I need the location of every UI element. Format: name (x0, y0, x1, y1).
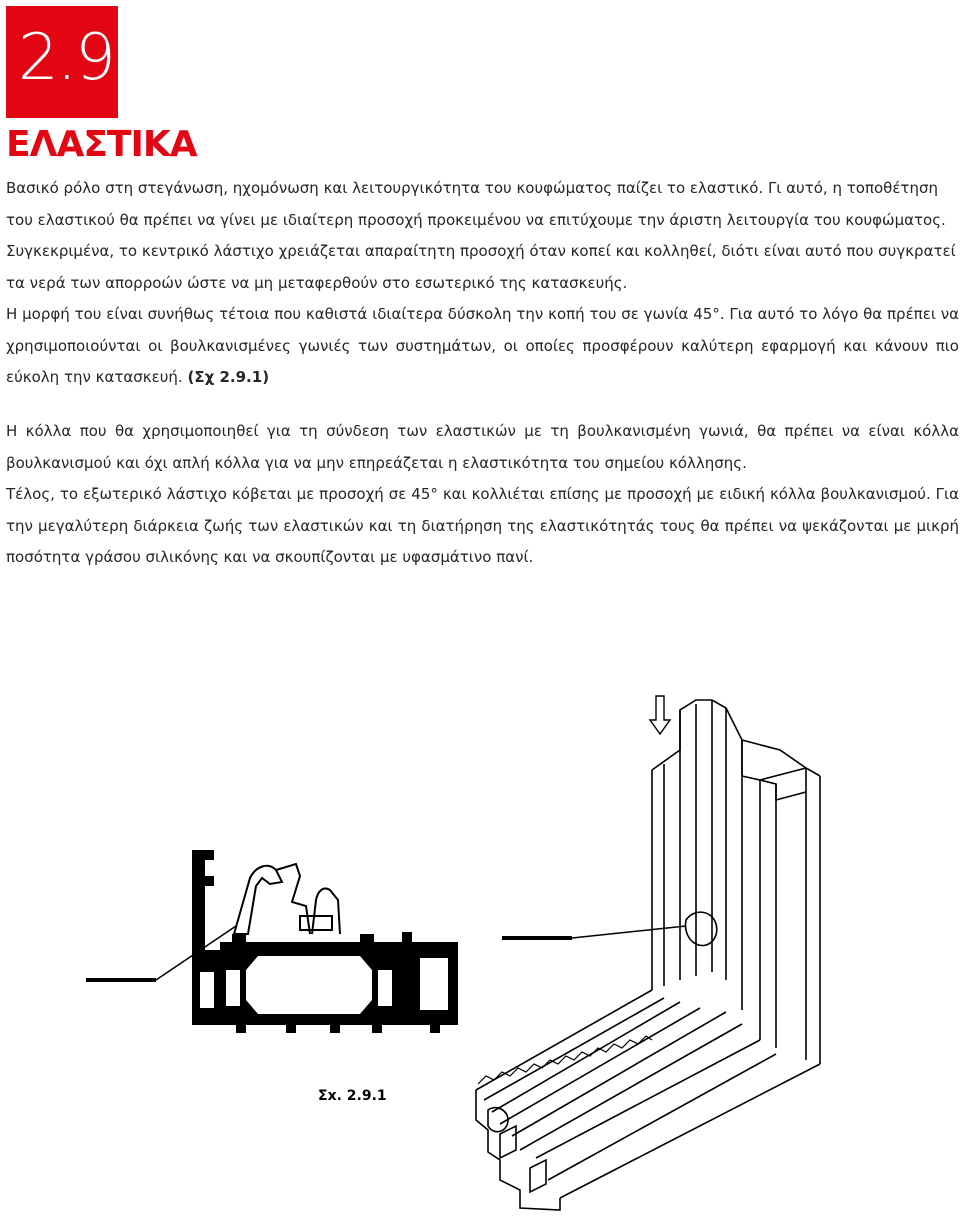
paragraph-corner-shape (6, 299, 959, 394)
figure-caption: Σx. 2.9.1 (318, 1088, 387, 1104)
section-title: ΕΛΑΣΤΙΚΑ (6, 124, 197, 165)
profile-cross-section (86, 850, 458, 1033)
paragraph-glue: Η κόλλα που θα χρησιμοποιηθεί για τη σύνδεση των ελαστικών με τη βουλκανισμένη γωνιά, θα πρέπει να είναι κόλλα βουλκανισμού και όχι απλή κόλλα για να μην επηρεάζεται η ελαστικότητα του σημείου κόλλησης. (6, 422, 959, 472)
paragraph-maintenance: Τέλος, το εξωτερικό λάστιχο κόβεται με προσοχή σε 45° και κολλιέται επίσης με προσοχή με ειδική κόλλα βουλκανισμού. Για την μεγαλύτερη διάρκεια ζωής των ελαστικών και τη διατήρηση της ελαστικότητάς τους θα πρέπει να ψεκάζονται με μικρή ποσότητα γράσου σιλικόνης και να σκουπίζονται με υφασμάτινο πανί. (6, 485, 959, 566)
intro-text-block (6, 173, 959, 394)
paragraph-intro: Βασικό ρόλο στη στεγάνωση, ηχομόνωση και λειτουργικότητα του κουφώματος παίζει το ελαστικό. Γι αυτό, η τοποθέτηση του ελαστικού θα πρέπει να γίνει με ιδιαίτερη προσοχή προκειμένου να επιτύχουμε την άριστη λειτουργία του κουφώματος. Συγκεκριμένα, το κεντρικό λάστιχο χρειάζεται απαραίτητη προσοχή όταν κοπεί και κολληθεί, διότι είναι αυτό που συγκρατεί τα νερά των απορροών ώστε να μη μεταφερθούν στο εσωτερικό της κατασκευής. (6, 179, 956, 292)
section-number-box (6, 6, 118, 118)
figure-reference: (Σχ 2.9.1) (187, 368, 270, 386)
paragraph-corner-shape-text: Η μορφή του είναι συνήθως τέτοια που καθιστά ιδιαίτερα δύσκολη την κοπή του σε γωνία 45°. Για αυτό το λόγο θα πρέπει να χρησιμοποιούνται οι βουλκανισμένες γωνιές των συστημάτων, οι οποίες προσφέρουν καλύτερη εφαρμογή και κάνουν πιο εύκολη την κατασκευή. (6, 305, 959, 386)
section-number: 2.9 (18, 21, 114, 95)
glue-text-block (6, 416, 959, 574)
gasket-figure (0, 680, 960, 1218)
vulcanized-corner-iso (476, 696, 820, 1210)
